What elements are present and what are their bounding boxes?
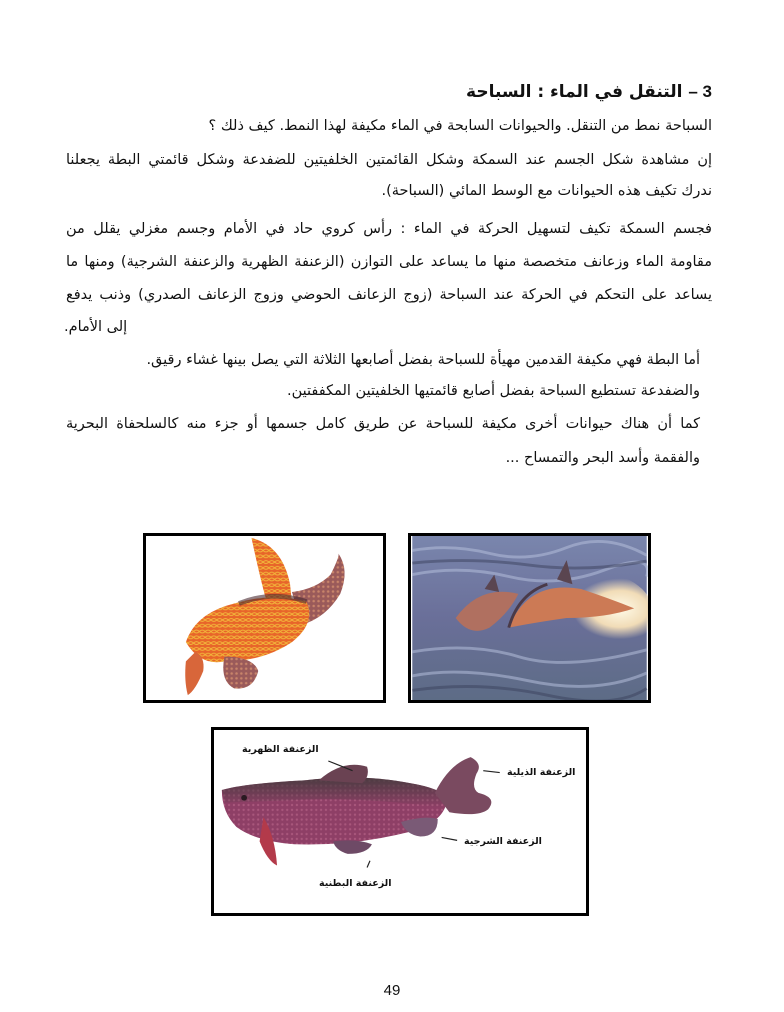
section-heading bbox=[466, 82, 712, 102]
paragraph-3-line-1: فجسم السمكة تكيف لتسهيل الحركة في الماء : رأس كروي حاد في الأمام وجسم مغزلي يقلل من bbox=[66, 221, 712, 237]
paragraph-6-line-2: والفقمة وأسد البحر والتمساح ... bbox=[505, 450, 700, 466]
label-dorsal-fin: الزعنفة الظهرية bbox=[242, 744, 319, 755]
sea-turtle-illustration bbox=[146, 536, 383, 700]
paragraph-3-line-3: يساعد على التحكم في الحركة عند السباحة (زوج الزعانف الحوضي وزوج الزعانف الصدري) وذنب يدفع bbox=[66, 287, 712, 303]
paragraph-4-line-1: أما البطة فهي مكيفة القدمين مهيأة للسباحة بفضل أصابعها الثلاثة التي يصل بينها غشاء رقيق. bbox=[146, 352, 700, 368]
label-caudal-fin: الزعنفة الذيلية bbox=[507, 767, 576, 778]
sea-turtle-figure bbox=[143, 533, 386, 703]
paragraph-2-line-1: إن مشاهدة شكل الجسم عند السمكة وشكل القائمتين الخلفيتين للضفدعة وشكل قائمتي البطة يجعلنا bbox=[66, 152, 712, 168]
dolphins-photo bbox=[411, 536, 648, 700]
paragraph-6-line-1: كما أن هناك حيوانات أخرى مكيفة للسباحة عن طريق كامل جسمها أو جزء منه كالسلحفاة البحرية bbox=[66, 416, 700, 432]
section-title: التنقل في الماء : السباحة bbox=[466, 82, 683, 102]
label-anal-fin: الزعنفة الشرجية bbox=[464, 836, 542, 847]
page-number: 49 bbox=[383, 982, 401, 999]
paragraph-5-line-1: والضفدعة تستطيع السباحة بفضل أصابع قائمتيها الخلفيتين المكففتين. bbox=[287, 383, 700, 399]
paragraph-1-line-1: السباحة نمط من التنقل. والحيوانات السابحة في الماء مكيفة لهذا النمط. كيف ذلك ؟ bbox=[208, 118, 712, 134]
paragraph-3-line-4: إلى الأمام. bbox=[64, 319, 128, 335]
paragraph-2-line-2: ندرك تكيف هذه الحيوانات مع الوسط المائي (السباحة). bbox=[381, 183, 712, 199]
label-pelvic-fin: الزعنفة البطنية bbox=[319, 878, 392, 889]
paragraph-3-line-2: مقاومة الماء وزعانف متخصصة منها ما يساعد على التوازن (الزعنفة الظهرية والزعنفة الشرجية) ومنها ما bbox=[66, 254, 712, 270]
dolphins-figure bbox=[408, 533, 651, 703]
fish-illustration bbox=[214, 730, 586, 913]
section-number: 3 – bbox=[688, 82, 712, 101]
fish-diagram-figure bbox=[211, 727, 589, 916]
